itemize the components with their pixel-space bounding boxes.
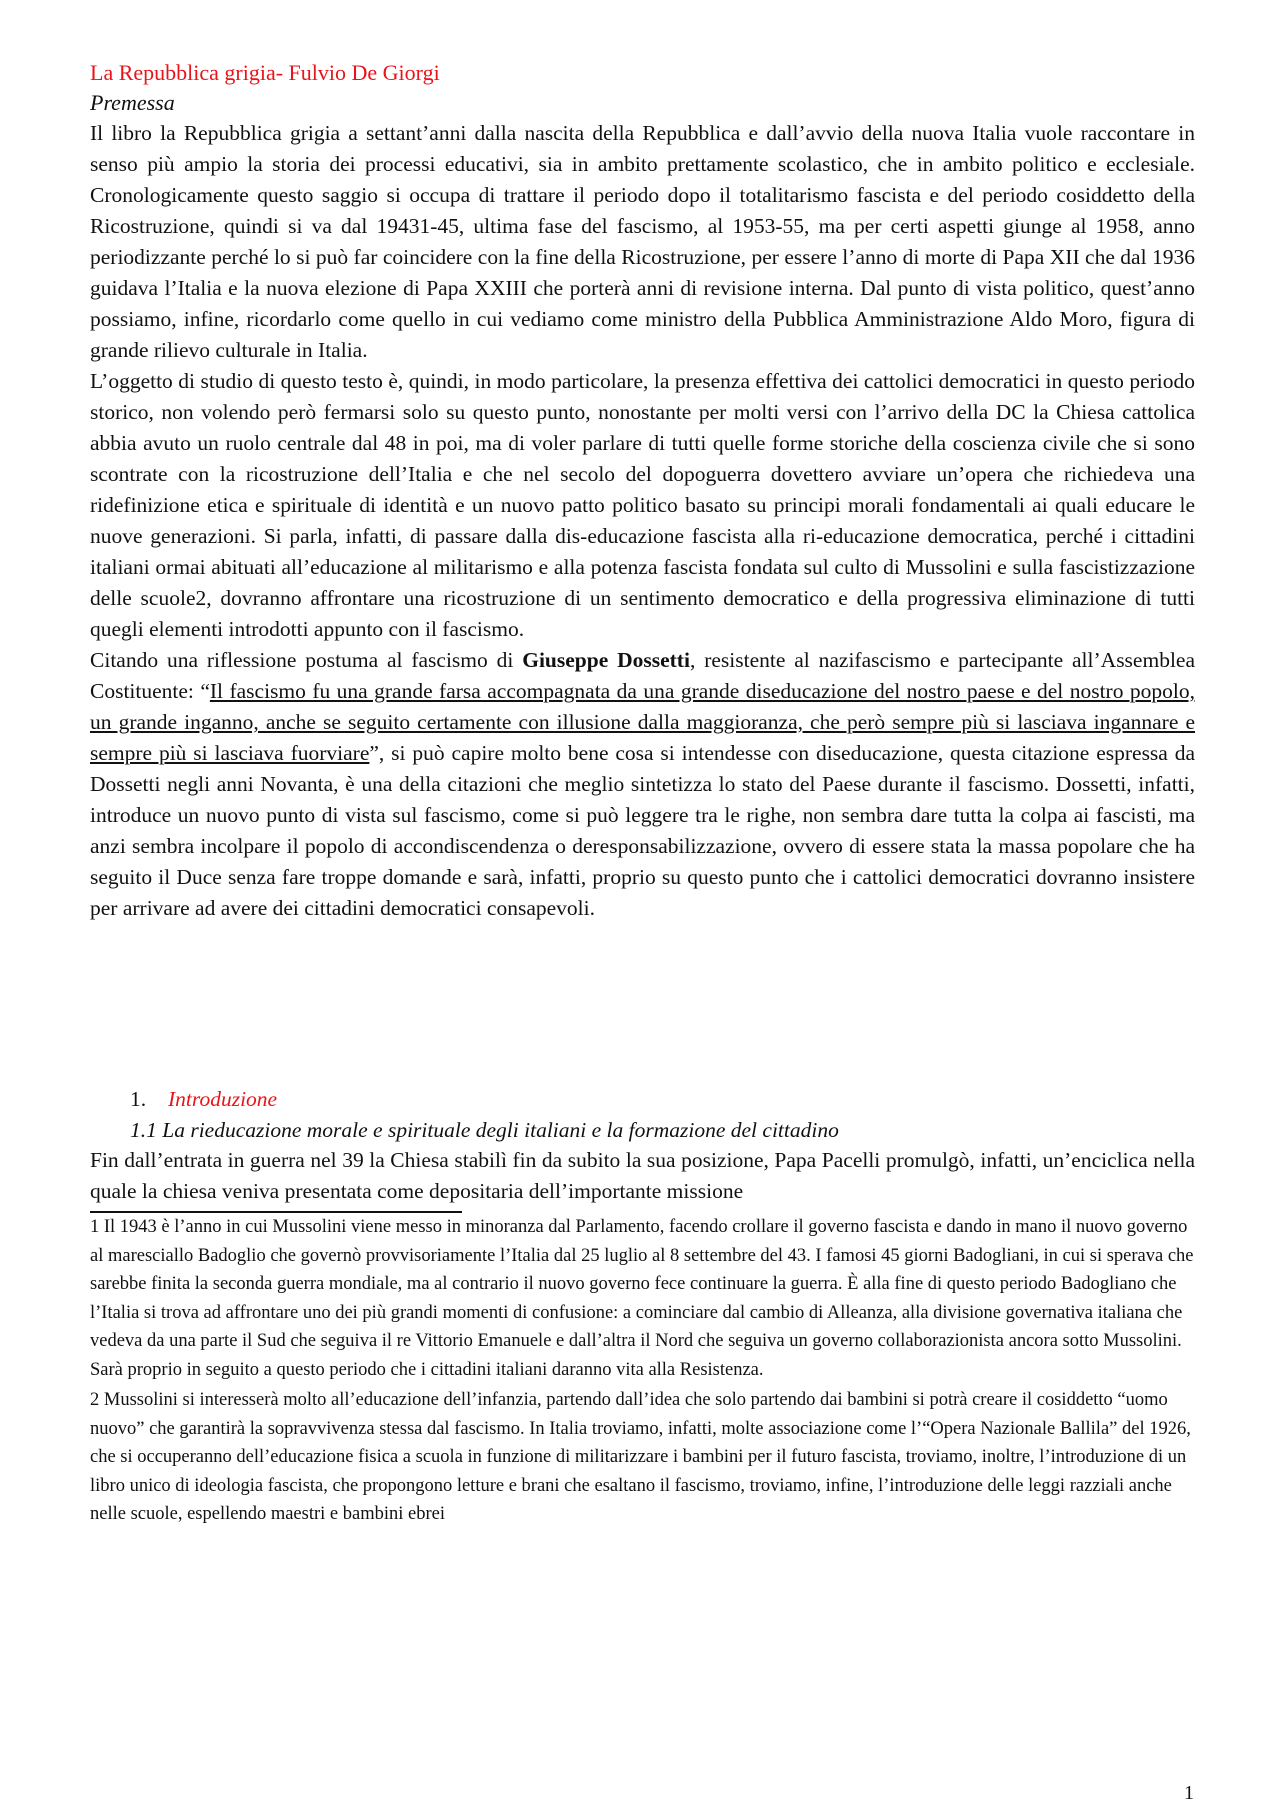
document-page xyxy=(90,58,1195,1529)
dossetti-mid-text: , resistente al nazifascismo e partecipante all’Assemblea Costituente: “ xyxy=(90,648,1195,703)
premessa-heading: Premessa xyxy=(90,90,175,115)
subsection-title: 1.1 La rieducazione morale e spirituale degli italiani e la formazione del cittadino xyxy=(130,1118,839,1142)
paragraph-oggetto: L’oggetto di studio di questo testo è, quindi, in modo particolare, la presenza effettiva dei cattolici democratici in questo periodo storico, non volendo però fermarsi solo su questo punto, nonostante per molti versi con l’arrivo della DC la Chiesa cattolica abbia avuto un ruolo centrale dal 48 in poi, ma di voler parlare di tutti quelle forme storiche della coscienza civile che si sono scontrate con la ricostruzione dell’Italia e che nel secolo del dopoguerra dovettero avviare un’opera che richiedeva una ridefinizione etica e spirituale di identità e un nuovo patto politico basato su principi morali fondamentali ai quali educare le nuove generazioni. Si parla, infatti, di passare dalla dis-educazione fascista alla ri-educazione democratica, perché i cittadini italiani ormai abituati all’educazione al militarismo e alla potenza fascista fondata sul culto di Mussolini e sulla fascistizzazione delle scuole2, dovranno affrontare una ricostruzione di un sentimento democratico e della progressiva eliminazione di tutti quegli elementi introdotti appunto con il fascismo. xyxy=(90,369,1195,641)
footnote-1: 1 Il 1943 è l’anno in cui Mussolini viene messo in minoranza dal Parlamento, facendo crollare il governo fascista e dando in mano il nuovo governo al maresciallo Badoglio che governò provvisoriamente l’Italia dal 25 luglio al 8 settembre del 43. I famosi 45 giorni Badogliani, in cui si sperava che sarebbe finita la seconda guerra mondiale, ma al contrario il nuovo governo fece continuare la guerra. È alla fine di questo periodo Badogliano che l’Italia si trova ad affrontare uno dei più grandi momenti di confusione: a cominciare dal cambio di Alleanza, alla divisione governativa italiana che vedeva da una parte il Sud che seguiva il re Vittorio Emanuele e dall’altra il Nord che seguiva un governo collaborazionista ancora sotto Mussolini. Sarà proprio in seguito a questo periodo che i cittadini italiani daranno vita alla Resistenza. xyxy=(90,1217,1194,1380)
blank-space xyxy=(90,924,1195,1084)
document-title: La Repubblica grigia- Fulvio De Giorgi xyxy=(90,60,440,85)
paragraph-chiesa: Fin dall’entrata in guerra nel 39 la Chiesa stabilì fin da subito la sua posizione, Papa Pacelli promulgò, infatti, un’enciclica nella quale la chiesa veniva presentata come depositaria dell’importante missione xyxy=(90,1148,1195,1203)
paragraph-intro: Il libro la Repubblica grigia a settant’anni dalla nascita della Repubblica e dall’avvio della nuova Italia vuole raccontare in senso più ampio la storia dei processi educativi, sia in ambito prettamente scolastico, che in ambito politico e ecclesiale. Cronologicamente questo saggio si occupa di trattare il periodo dopo il totalitarismo fascista e del periodo cosiddetto della Ricostruzione, quindi si va dal 19431-45, ultima fase del fascismo, al 1953-55, ma per certi aspetti giunge al 1958, anno periodizzante perché lo si può far coincidere con la fine della Ricostruzione, per essere l’anno di morte di Papa XII che dal 1936 guidava l’Italia e la nuova elezione di Papa XXIII che porterà anni di revisione interna. Dal punto di vista politico, quest’anno possiamo, infine, ricordarlo come quello in cui vediamo come ministro della Pubblica Amministrazione Aldo Moro, figura di grande rilievo culturale in Italia. xyxy=(90,121,1195,362)
footnote-2: 2 Mussolini si interesserà molto all’educazione dell’infanzia, partendo dall’idea che solo partendo dai bambini si potrà creare il cosiddetto “uomo nuovo” che garantirà la sopravvivenza stessa dal fascismo. In Italia troviamo, infatti, molte associazione come l’“Opera Nazionale Ballila” del 1926, che si occuperanno dell’educazione fisica a scuola in funzione di militarizzare i bambini per il futuro fascista, troviamo, inoltre, l’introduzione di un libro unico di ideologia fascista, che propongono letture e brani che esaltano il fascismo, troviamo, infine, l’introduzione delle leggi razziali anche nelle scuole, espellendo maestri e bambini ebrei xyxy=(90,1390,1191,1524)
page-number: 1 xyxy=(1184,1782,1194,1804)
dossetti-lead-text: Citando una riflessione postuma al fascismo di xyxy=(90,648,523,672)
dossetti-name: Giuseppe Dossetti xyxy=(522,648,690,672)
paragraph-dossetti xyxy=(90,645,1195,924)
section-heading xyxy=(90,1084,1195,1115)
section-title: Introduzione xyxy=(168,1087,278,1111)
dossetti-after-text: ”, si può capire molto bene cosa si intendesse con diseducazione, questa citazione espressa da Dossetti negli anni Novanta, è una della citazioni che meglio sintetizza lo stato del Paese durante il fascismo. Dossetti, infatti, introduce un nuovo punto di vista sul fascismo, come si può leggere tra le righe, non sembra dare tutta la colpa ai fascisti, ma anzi sembra incolpare il popolo di accondiscendenza o deresponsabilizzazione, ovvero di essere stata la massa popolare che ha seguito il Duce senza fare troppe domande e sarà, infatti, proprio su questo punto che i cattolici democratici dovranno insistere per arrivare ad avere dei cittadini democratici consapevoli. xyxy=(90,741,1196,920)
dossetti-quote: Il fascismo fu una grande farsa accompagnata da una grande diseducazione del nostro paese e del nostro popolo, un grande inganno, anche se seguito certamente con illusione dalla maggioranza, che però sempre più si lasciava ingannare e sempre più si lasciava fuorviare xyxy=(90,679,1195,765)
section-number: 1. xyxy=(130,1087,147,1111)
